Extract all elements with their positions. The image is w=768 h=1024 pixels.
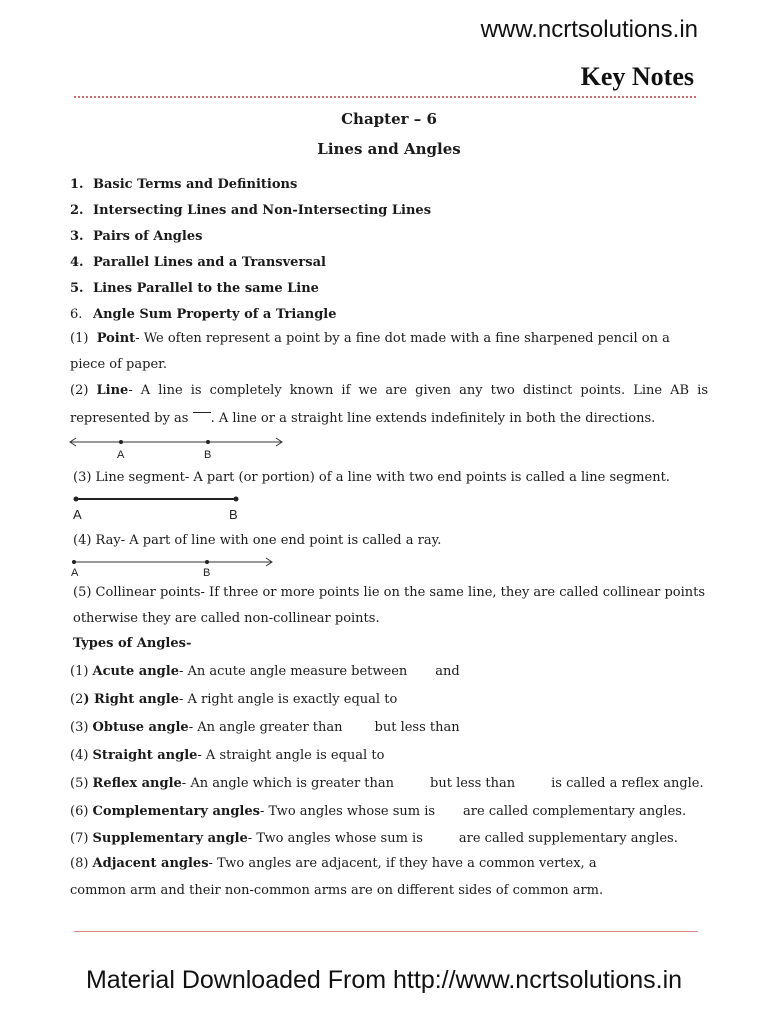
angle-obtuse: (3) Obtuse angle- An angle greater than but less than	[70, 720, 460, 735]
definition-line-cont: represented by as . A line or a straight line extends indefinitely in both the directions.	[70, 411, 656, 426]
topic-item: 3. Pairs of Angles	[70, 229, 203, 244]
key-notes-title: Key Notes	[580, 62, 694, 91]
header-divider	[74, 96, 696, 98]
label-b: B	[203, 567, 211, 579]
point-b	[234, 497, 239, 502]
label-b: B	[204, 449, 212, 460]
definition-ray: (4) Ray- A part of line with one end point is called a ray.	[73, 533, 442, 548]
topic-list	[70, 174, 431, 330]
chapter-label: Chapter – 6	[341, 110, 437, 128]
point-b	[205, 560, 209, 564]
angle-adjacent: (8) Adjacent angles- Two angles are adjacent, if they have a common vertex, a	[70, 856, 597, 871]
topic-item: 1. Basic Terms and Definitions	[70, 177, 298, 192]
point-b	[206, 440, 210, 444]
line-figure	[68, 434, 286, 460]
ray-figure	[68, 556, 278, 580]
definition-segment: (3) Line segment- A part (or portion) of a line with two end points is called a line segment.	[73, 470, 670, 485]
site-url: www.ncrtsolutions.in	[480, 16, 698, 43]
topic-item: 4. Parallel Lines and a Transversal	[70, 255, 326, 270]
line-notation-icon	[193, 412, 211, 419]
footer-divider	[74, 931, 698, 932]
definition-point: (1) Point- We often represent a point by a fine dot made with a fine sharpened pencil on a piece of paper.	[70, 331, 670, 372]
definition-line: (2) Line- A line is completely known if we are given any two distinct points. Line AB is	[70, 383, 708, 398]
topic-item: 6. Angle Sum Property of a Triangle	[70, 307, 337, 322]
label-a: A	[117, 449, 125, 460]
label-b: B	[229, 507, 238, 522]
label-a: A	[71, 567, 79, 579]
topic-item: 5. Lines Parallel to the same Line	[70, 281, 319, 296]
angle-acute: (1) Acute angle- An acute angle measure between and	[70, 664, 460, 679]
topic-item: 2. Intersecting Lines and Non-Intersecting Lines	[70, 203, 432, 218]
point-a	[74, 497, 79, 502]
chapter-title: Lines and Angles	[317, 140, 461, 158]
segment-figure	[70, 492, 246, 524]
types-heading: Types of Angles-	[73, 636, 192, 651]
angle-straight: (4) Straight angle- A straight angle is equal to	[70, 748, 385, 763]
definition-collinear: (5) Collinear points- If three or more points lie on the same line, they are called collinear points otherwise they are called non-collinear points.	[73, 585, 706, 626]
point-a	[72, 560, 76, 564]
footer-text: Material Downloaded From http://www.ncrtsolutions.in	[85, 966, 683, 994]
angle-supplementary: (7) Supplementary angle- Two angles whose sum is are called supplementary angles.	[70, 831, 678, 846]
angle-right: (2) Right angle- A right angle is exactly equal to	[70, 692, 398, 707]
angle-adjacent-cont: common arm and their non-common arms are on different sides of common arm.	[70, 883, 604, 898]
angle-reflex: (5) Reflex angle- An angle which is greater than but less than is called a reflex angle.	[70, 776, 704, 791]
point-a	[119, 440, 123, 444]
angle-complementary: (6) Complementary angles- Two angles whose sum is are called complementary angles.	[70, 804, 687, 819]
label-a: A	[73, 507, 82, 522]
